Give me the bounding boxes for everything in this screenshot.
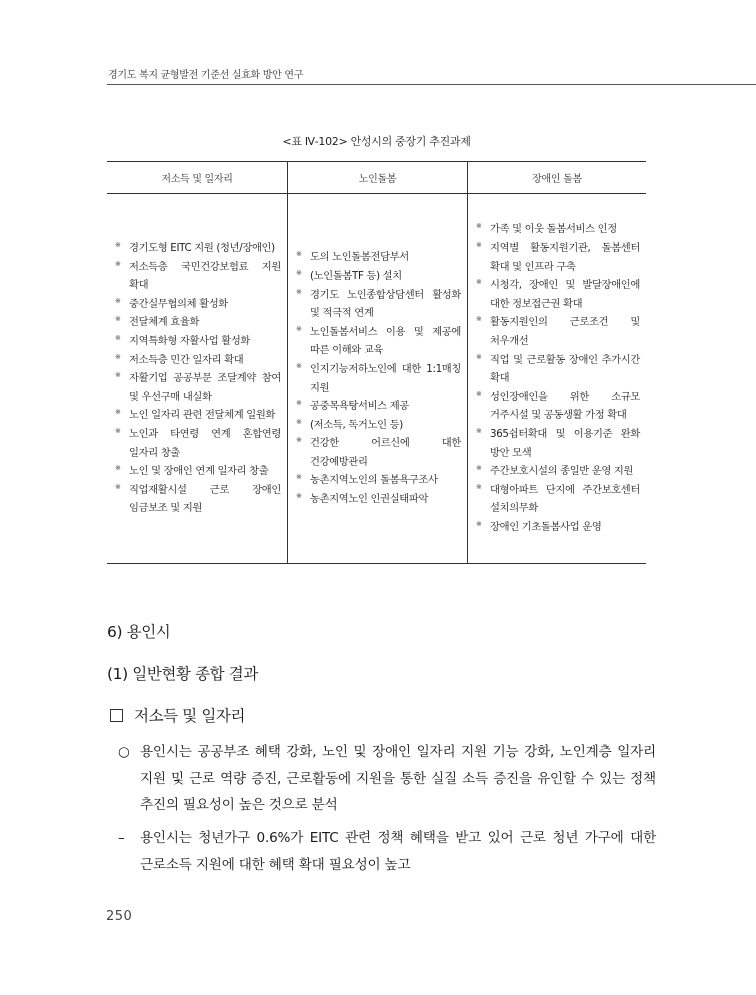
table-list-item [114,239,281,258]
reference-mark: ※ [476,352,482,361]
reference-mark: ※ [115,315,121,324]
reference-mark: ※ [296,324,302,333]
subsection-heading: (1) 일반현황 종합 결과 [107,665,258,683]
table-list-item [295,323,461,360]
table-list-item-text: 도의 노인돌봄전담부서 [310,251,409,264]
running-header: 경기도 복지 균형발전 기준선 실효화 방안 연구 [108,70,304,81]
table-list-item-text: 저소득층 민간 일자리 확대 [129,353,244,366]
reference-mark: ※ [296,361,302,370]
analysis-paragraph [118,739,656,819]
table-list-item-text: 직업재활시설 근로 장애인 임금보조 및 지원 [129,483,281,515]
table-list-item-text: 경기도 노인종합상담센터 활성화 및 적극적 연계 [310,288,461,320]
table-body-row [107,194,646,564]
table-list-item-text: 대형아파트 단지에 주간보호센터 설치의무화 [490,483,640,515]
table-list-item [475,388,640,425]
reference-mark: ※ [115,408,121,417]
header-rule [107,84,756,85]
table-list-item [114,406,281,425]
reference-mark: ※ [296,492,302,501]
table-list-item-text: 전달체계 효율화 [129,316,200,329]
checkbox-square-icon [110,709,123,722]
detail-paragraph [118,825,656,878]
table-list-item [475,425,640,462]
section-heading: 6) 용인시 [107,623,171,641]
reference-mark: ※ [296,250,302,259]
table-list-item [475,351,640,388]
reference-mark: ※ [115,464,121,473]
table-list-item-text: 성인장애인을 위한 소규모 거주시설 및 공동생활 가정 확대 [490,390,640,422]
table-list-item [114,425,281,462]
topic-heading-text: 저소득 및 일자리 [134,707,246,725]
reference-mark: ※ [476,519,482,528]
reference-mark: ※ [296,473,302,482]
reference-mark: ※ [115,426,121,435]
reference-mark: ※ [476,222,482,231]
table-list-item-text: 장애인 기초돌봄사업 운영 [490,520,602,533]
header-disability-care: 장애인 돌봄 [468,162,647,194]
table-list-item-text: 지역특화형 자활사업 활성화 [129,335,251,348]
reference-mark: ※ [476,464,482,473]
header-elderly-care: 노인돌봄 [288,162,468,194]
page-number: 250 [106,909,133,924]
table-list-item [295,434,461,471]
table-list-item-text: 노인돌봄서비스 이용 및 제공에 따른 이해와 교육 [310,325,461,357]
table-list-item-text: 저소득층 국민건강보험료 지원 확대 [129,260,281,292]
reference-mark: ※ [115,352,121,361]
reference-mark: ※ [476,278,482,287]
table-list-item-text: 주간보호시설의 종일반 운영 지원 [490,465,634,478]
table-list-item-text: 활동지원인의 근로조건 및 처우개선 [490,316,640,348]
table-list-item [475,239,640,276]
table-list-item-text: 자활기업 공공부문 조달계약 참여 및 우선구매 내실화 [129,372,281,403]
table-header-row [107,162,646,194]
reference-mark: ※ [115,241,121,250]
table-list-item [114,369,281,406]
table-list-item [475,462,640,481]
strategy-table [107,161,646,564]
table-list-item-text: 노인 일자리 관련 전달체계 일원화 [129,409,276,422]
detail-paragraph-text: 용인시는 청년가구 0.6%가 EITC 관련 정책 혜택을 받고 있어 근로 청년 가구에 대한 근로소득 지원에 대한 혜택 확대 필요성이 높고 [140,830,656,873]
table-list-item [114,481,281,518]
table-list-item-text: 직업 및 근로활동 장애인 추가시간 확대 [490,353,640,385]
table-list-item [475,313,640,350]
table-list-item [475,481,640,518]
table-list-item-text: 노인과 타연령 연계 혼합연령 일자리 창출 [129,427,281,459]
table-list-item-text: 건강한 어르신에 대한 건강예방관리 [310,437,461,468]
table-list-item-text: 노인 및 장애인 연계 일자리 창출 [129,465,269,478]
table-list-item-text: 인지기능저하노인에 대한 1:1매칭 지원 [310,362,461,394]
table-list-item [114,351,281,370]
column-disability-care [468,194,647,564]
reference-mark: ※ [476,315,482,324]
reference-mark: ※ [476,389,482,398]
analysis-paragraph-text: 용인시는 공공부조 혜택 강화, 노인 및 장애인 일자리 지원 기능 강화, 노인계층 일자리 지원 및 근로 역량 증진, 근로활동에 지원을 통한 실질 소득 증진을 유인할 수 있는 정책 추진의 필요성이 높은 것으로 분석 [140,744,656,813]
reference-mark: ※ [115,296,121,305]
reference-mark: ※ [115,482,121,491]
table-list-item-text: 시청각, 장애인 및 발달장애인에 대한 정보접근권 확대 [490,279,640,310]
table-list-item-text: 경기도형 EITC 지원 (청년/장애인) [129,242,275,255]
topic-heading [107,704,245,726]
table-list-item [295,416,461,435]
table-list-item-text: (저소득, 독거노인 등) [310,418,403,431]
table-list-item [475,276,640,313]
circle-bullet: ○ [118,744,130,760]
header-low-income-jobs: 저소득 및 일자리 [107,162,288,194]
table-list-item [475,518,640,537]
table-list-item-text: 365쉼터확대 및 이용기준 완화 방안 모색 [490,427,640,459]
reference-mark: ※ [296,436,302,445]
table-list-item-text: 가족 및 이웃 돌봄서비스 인정 [490,223,617,236]
table-list-item-text: 공중목욕탕서비스 제공 [310,400,409,413]
reference-mark: ※ [296,268,302,277]
reference-mark: ※ [115,259,121,268]
column-elderly-care [288,194,468,564]
reference-mark: ※ [296,417,302,426]
table-list-item [475,220,640,239]
dash-bullet: – [118,830,125,846]
table-list-item-text: 농촌지역노인 인권실태파악 [310,493,429,506]
reference-mark: ※ [476,426,482,435]
table-list-item [295,248,461,267]
table-list-item [114,462,281,481]
table-list-item-text: 지역별 활동지원기관, 돌봄센터 확대 및 인프라 구축 [490,242,640,273]
reference-mark: ※ [296,399,302,408]
table-list-item [114,295,281,314]
table-list-item [295,360,461,397]
reference-mark: ※ [115,371,121,380]
table-list-item [295,267,461,286]
table-list-item [114,332,281,351]
column-low-income-jobs [107,194,288,564]
table-list-item-text: 농촌지역노인의 돌봄욕구조사 [310,474,438,487]
table-list-item [295,286,461,323]
table-list-item [295,397,461,416]
table-list-item-text: 중간실무협의체 활성화 [129,297,228,310]
table-list-item [295,490,461,509]
reference-mark: ※ [476,482,482,491]
reference-mark: ※ [476,241,482,250]
reference-mark: ※ [115,334,121,343]
table-list-item [295,471,461,490]
table-list-item-text: (노인돌봄TF 등) 설치 [310,269,402,282]
table-caption: <표 Ⅳ-102> 안성시의 중장기 추진과제 [282,135,471,148]
table-list-item [114,258,281,295]
reference-mark: ※ [296,287,302,296]
table-list-item [114,313,281,332]
